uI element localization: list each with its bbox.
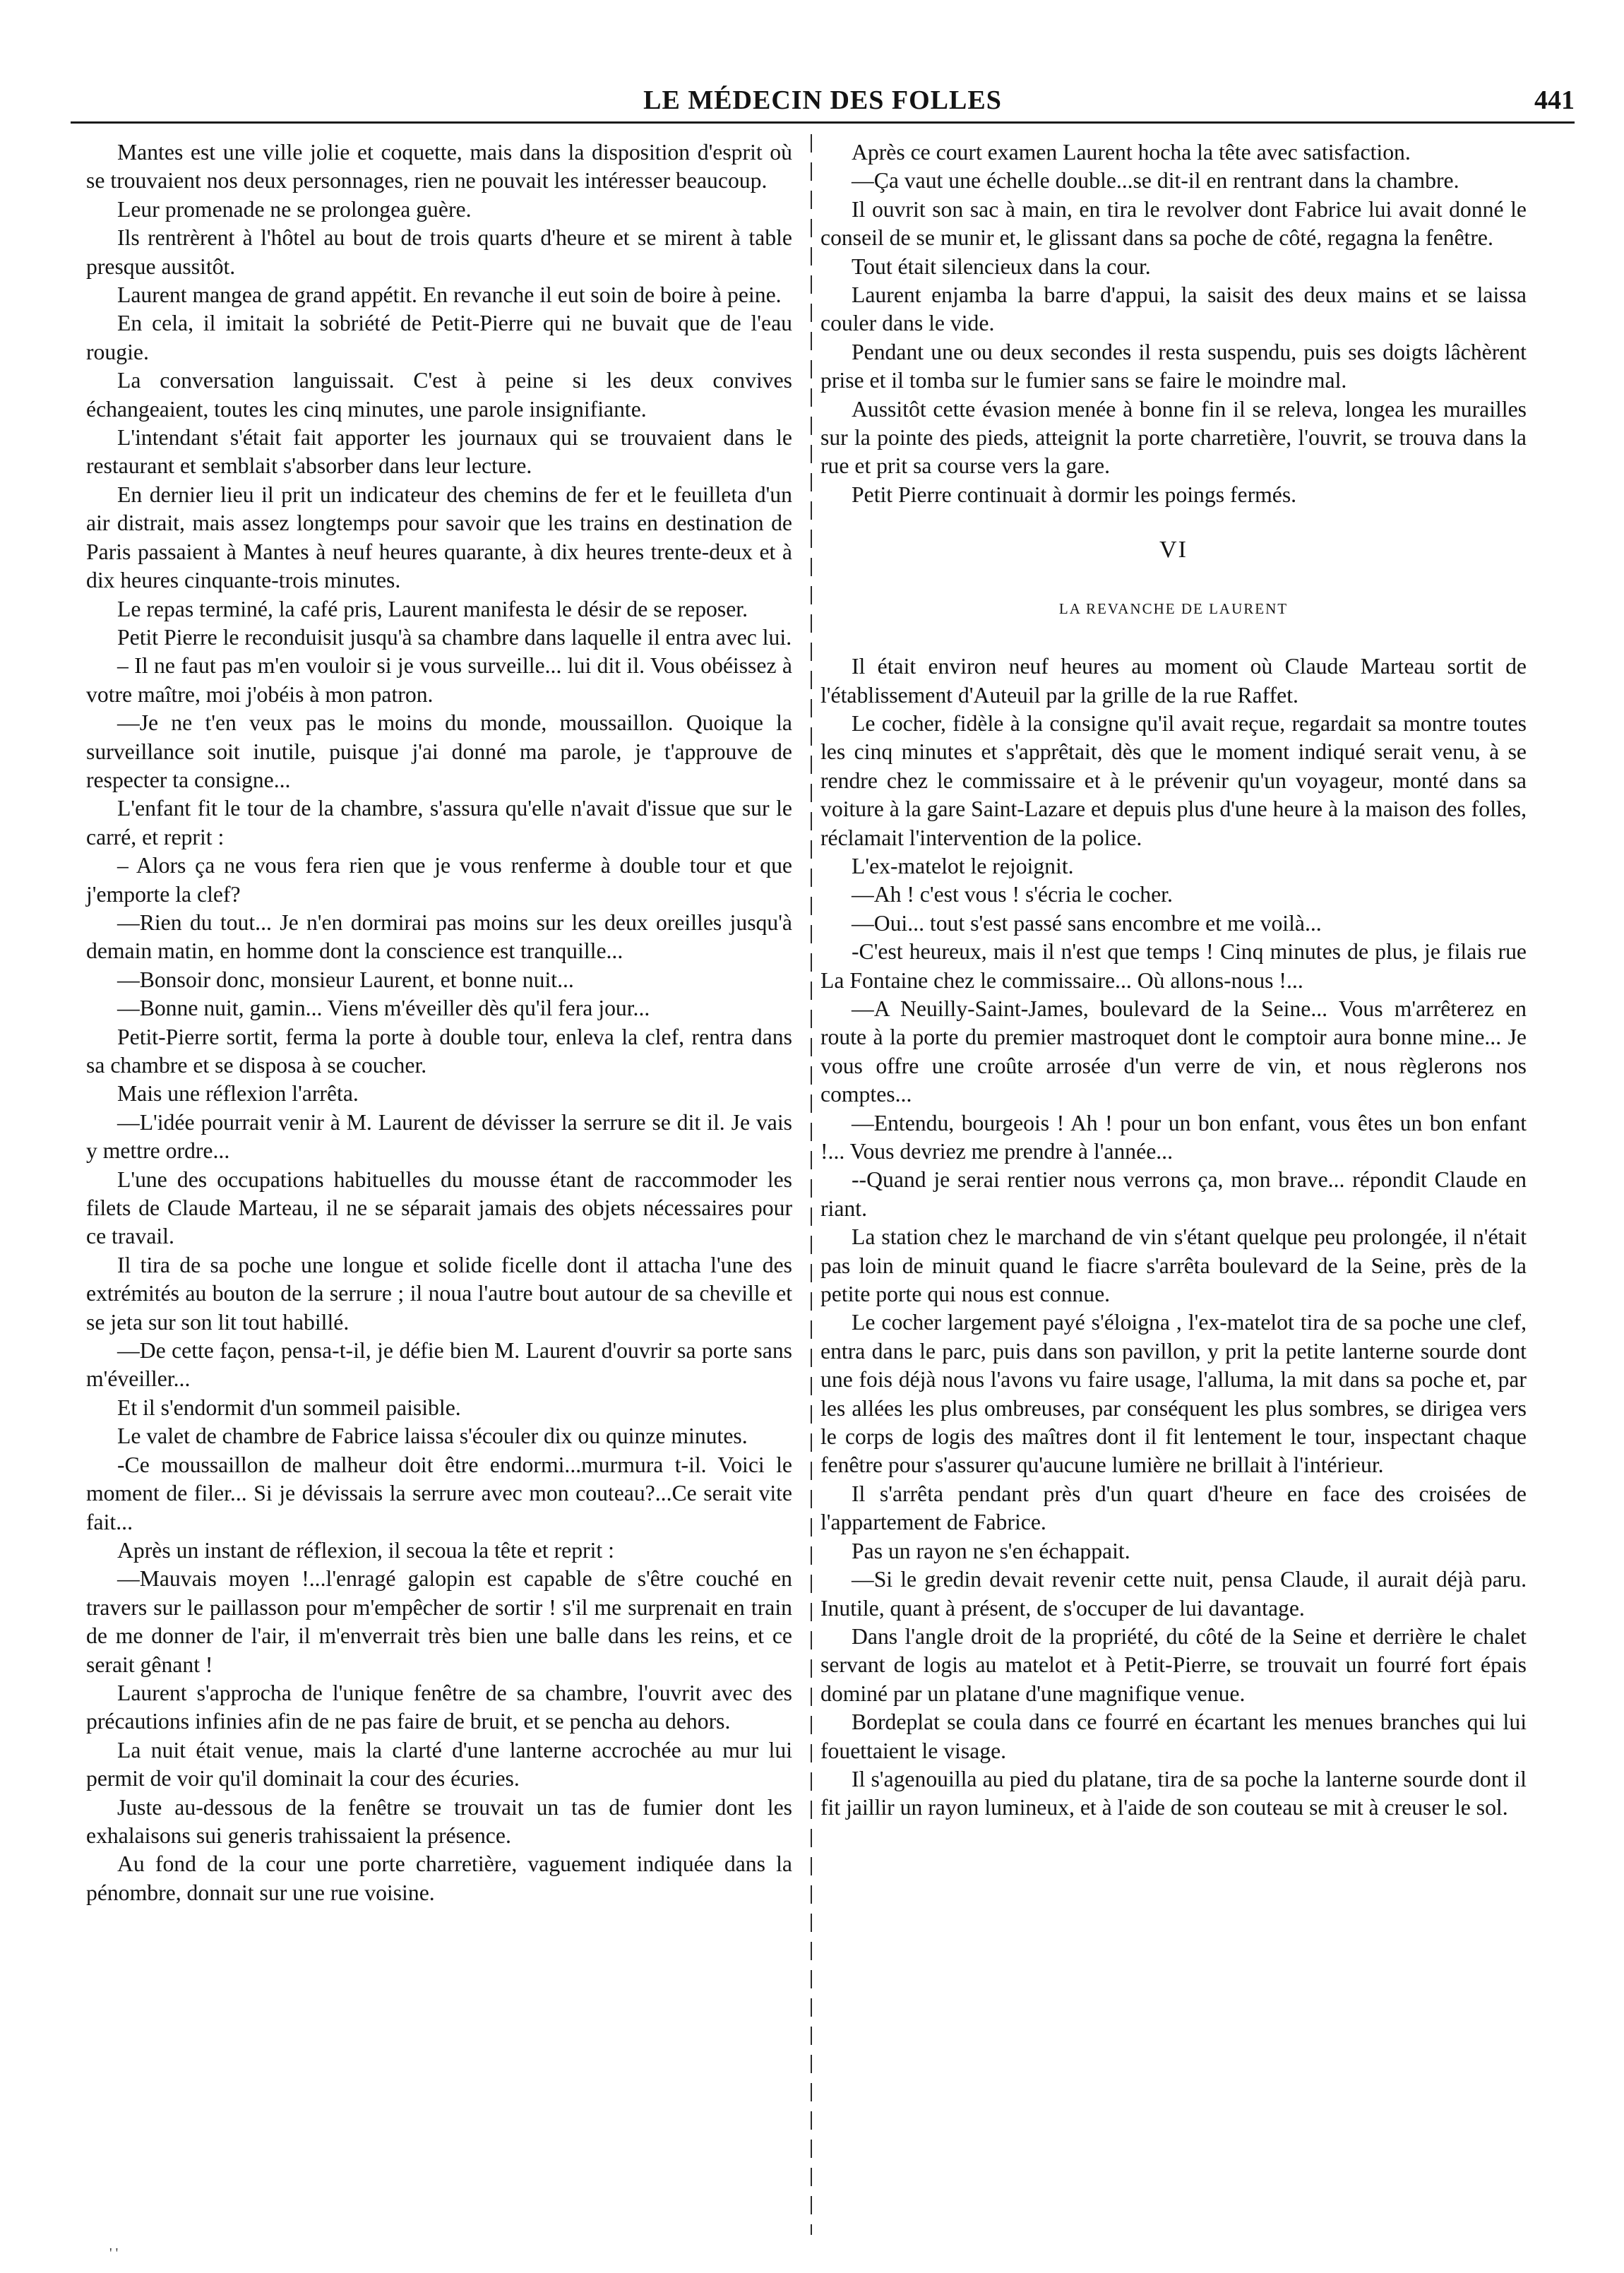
paragraph: En cela, il imitait la sobriété de Petit-Pierre qui ne buvait que de l'eau rougie. <box>86 311 792 364</box>
paragraph: —A Neuilly-Saint-James, boulevard de la Seine... Vous m'arrêterez en route à la porte du premier mastroquet dont le comptoir aura bonne mine... Je vous offre une croûte arrosée d'un verre de vin, et nous règlerons nos comptes... <box>820 996 1527 1107</box>
paragraph: L'enfant fit le tour de la chambre, s'assura qu'elle n'avait d'issue que sur le carré, et reprit : <box>86 796 792 849</box>
paragraph: Le cocher largement payé s'éloigna , l'ex-matelot tira de sa poche une clef, entra dans le parc, puis dans son pavillon, y prit la petite lanterne sourde dont une fois déjà nous l'avons vu faire usage, l'alluma, la mit dans sa poche et, par les allées les plus ombreuses, par conséquent les plus sombres, se dirigea vers le corps de logis des maîtres dont il fit lentement le tour, inspectant chaque fenêtre pour s'assurer qu'aucune lumière ne brillait à l'intérieur. <box>820 1310 1527 1478</box>
paragraph: Après un instant de réflexion, il secoua la tête et reprit : <box>117 1537 614 1563</box>
paragraph: Juste au-dessous de la fenêtre se trouvait un tas de fumier dont les exhalaisons sui generis trahissaient la présence. <box>86 1794 792 1848</box>
page-header <box>71 79 1575 124</box>
paragraph: Le repas terminé, la café pris, Laurent manifesta le désir de se reposer. <box>117 596 748 621</box>
paragraph: Petit Pierre le reconduisit jusqu'à sa chambre dans laquelle il entra avec lui. <box>117 624 792 650</box>
paragraph: Laurent enjamba la barre d'appui, la saisit des deux mains et se laissa couler dans le vide. <box>820 282 1527 336</box>
paragraph: --Quand je serai rentier nous verrons ça, mon brave... répondit Claude en riant. <box>820 1167 1527 1221</box>
paragraph: —Si le gredin devait revenir cette nuit, pensa Claude, il aurait déjà paru. Inutile, quant à présent, de s'occuper de lui davantage. <box>820 1567 1527 1621</box>
paragraph: Tout était silencieux dans la cour. <box>852 253 1151 279</box>
paragraph: Il ouvrit son sac à main, en tira le revolver dont Fabrice lui avait donné le conseil de se munir et, le glissant dans sa poche de côté, regagna la fenêtre. <box>820 196 1527 251</box>
paragraph: Laurent mangea de grand appétit. En revanche il eut soin de boire à peine. <box>117 282 782 308</box>
paragraph: Après ce court examen Laurent hocha la tête avec satisfaction. <box>852 140 1411 165</box>
paragraph: Il tira de sa poche une longue et solide ficelle dont il attacha l'une des extrémités au bouton de la serrure ; il noua l'autre bout autour de sa cheville et se jeta sur son lit tout habillé. <box>86 1252 792 1335</box>
paragraph: Dans l'angle droit de la propriété, du côté de la Seine et derrière le chalet servant de logis au matelot et à Petit-Pierre, se trouvait un fourré fort épais dominé par un platane d'une magnifique venue. <box>820 1623 1527 1706</box>
paragraph: Mantes est une ville jolie et coquette, mais dans la disposition d'esprit où se trouvaient nos deux personnages, rien ne pouvait les intéresser beaucoup. <box>86 140 792 193</box>
section-title: LA REVANCHE DE LAURENT <box>1058 599 1289 617</box>
paragraph: -Ce moussaillon de malheur doit être endormi...murmura t-il. Voici le moment de filer... Si je dévissais la serrure avec mon couteau?...Ce serait vite fait... <box>86 1452 792 1534</box>
paragraph: Il s'arrêta pendant près d'un quart d'heure en face des croisées de l'appartement de Fabrice. <box>820 1481 1527 1535</box>
paragraph: Ils rentrèrent à l'hôtel au bout de trois quarts d'heure et se mirent à table presque aussitôt. <box>86 225 792 279</box>
paragraph: La station chez le marchand de vin s'étant quelque peu prolongée, il n'était pas loin de minuit quand le fiacre s'arrêta boulevard de la Seine, près de la petite porte qui nous est connue. <box>820 1224 1527 1307</box>
paragraph: —De cette façon, pensa-t-il, je défie bien M. Laurent d'ouvrir sa porte sans m'éveiller... <box>86 1338 792 1392</box>
footer-mark: ' ' <box>109 2245 119 2261</box>
paragraph: -C'est heureux, mais il n'est que temps ! Cinq minutes de plus, je filais rue La Fontaine chez le commissaire... Où allons-nous !... <box>820 939 1527 993</box>
paragraph: —Bonsoir donc, monsieur Laurent, et bonne nuit... <box>117 967 574 992</box>
paragraph: Pas un rayon ne s'en échappait. <box>852 1538 1130 1563</box>
paragraph: —Je ne t'en veux pas le moins du monde, moussaillon. Quoique la surveillance soit inutile, puisque j'ai donné ma parole, je t'approuve de respecter ta consigne... <box>86 710 792 792</box>
paragraph: Petit Pierre continuait à dormir les poings fermés. <box>852 482 1297 507</box>
paragraph: —L'idée pourrait venir à M. Laurent de dévisser la serrure se dit il. Je vais y mettre ordre... <box>86 1109 792 1164</box>
paragraph: L'une des occupations habituelles du mousse étant de raccommoder les filets de Claude Marteau, il ne se séparait jamais des objets nécessaires pour ce travail. <box>86 1167 792 1249</box>
paragraph: —Rien du tout... Je n'en dormirai pas moins sur les deux oreilles jusqu'à demain matin, en homme dont la conscience est tranquille... <box>86 909 792 964</box>
paragraph: Il était environ neuf heures au moment où Claude Marteau sortit de l'établissement d'Auteuil par la grille de la rue Raffet. <box>820 654 1527 708</box>
paragraph: Mais une réflexion l'arrêta. <box>117 1081 359 1106</box>
paragraph: Leur promenade ne se prolongea guère. <box>117 196 472 222</box>
paragraph: Laurent s'approcha de l'unique fenêtre de sa chambre, l'ouvrit avec des précautions infinies afin de ne pas faire de bruit, et se pencha au dehors. <box>86 1680 792 1734</box>
paragraph: Pendant une ou deux secondes il resta suspendu, puis ses doigts lâchèrent prise et il tomba sur le fumier sans se faire le moindre mal. <box>820 339 1527 393</box>
section-number: VI <box>1159 537 1188 563</box>
paragraph: La nuit était venue, mais la clarté d'une lanterne accrochée au mur lui permit de voir qu'il dominait la cour des écuries. <box>86 1737 792 1791</box>
page-number: 441 <box>1534 85 1575 115</box>
paragraph: – Il ne faut pas m'en vouloir si je vous surveille... lui dit il. Vous obéissez à votre maître, moi j'obéis à mon patron. <box>86 653 792 707</box>
paragraph: Le valet de chambre de Fabrice laissa s'écouler dix ou quinze minutes. <box>117 1424 748 1449</box>
paragraph: L'intendant s'était fait apporter les journaux qui se trouvaient dans le restaurant et semblait s'absorber dans leur lecture. <box>86 425 792 479</box>
paragraph: Aussitôt cette évasion menée à bonne fin il se releva, longea les murailles sur la pointe des pieds, atteignit la porte charretière, l'ouvrit, se trouva dans la rue et prit sa course vers la gare. <box>820 396 1527 479</box>
column-rule <box>811 134 812 2235</box>
paragraph: —Bonne nuit, gamin... Viens m'éveiller dès qu'il fera jour... <box>117 996 650 1021</box>
paragraph: Bordeplat se coula dans ce fourré en écartant les menues branches qui lui fouettaient le visage. <box>820 1710 1527 1763</box>
paragraph: Petit-Pierre sortit, ferma la porte à double tour, enleva la clef, rentra dans sa chambre et se disposa à se coucher. <box>86 1024 792 1078</box>
paragraph: —Mauvais moyen !...l'enragé galopin est capable de s'être couché en travers sur le paillasson pour m'empêcher de sortir ! s'il me surprenait en train de me donner de l'air, il m'enverrait très bien une balle dans les reins, et ce serait gênant ! <box>86 1566 792 1677</box>
paragraph: Au fond de la cour une porte charretière, vaguement indiquée dans la pénombre, donnait sur une rue voisine. <box>86 1851 792 1905</box>
paragraph: —Entendu, bourgeois ! Ah ! pour un bon enfant, vous êtes un bon enfant !... Vous devriez me prendre à l'année... <box>820 1110 1527 1164</box>
paragraph: En dernier lieu il prit un indicateur des chemins de fer et le feuilleta d'un air distrait, mais assez longtemps pour savoir que les trains en destination de Paris passaient à Mantes à neuf heures quarante, à dix heures trente-deux et à dix heures cinquante-trois minutes. <box>86 482 792 593</box>
paragraph: La conversation languissait. C'est à peine si les deux convives échangeaient, toutes les cinq minutes, une parole insignifiante. <box>86 368 792 422</box>
paragraph: —Ah ! c'est vous ! s'écria le cocher. <box>852 882 1173 907</box>
running-title: LE MÉDECIN DES FOLLES <box>643 85 1002 115</box>
paragraph: —Ça vaut une échelle double...se dit-il en rentrant dans la chambre. <box>852 168 1459 193</box>
paragraph: —Oui... tout s'est passé sans encombre et me voilà... <box>852 910 1322 936</box>
right-column <box>820 138 1527 1822</box>
left-column <box>86 138 792 1907</box>
paragraph: – Alors ça ne vous fera rien que je vous renferme à double tour et que j'emporte la clef? <box>86 853 792 907</box>
paragraph: Il s'agenouilla au pied du platane, tira de sa poche la lanterne sourde dont il fit jaillir un rayon lumineux, et à l'aide de son couteau se mit à creuser le sol. <box>820 1766 1527 1820</box>
paragraph: L'ex-matelot le rejoignit. <box>852 853 1074 878</box>
paragraph: Le cocher, fidèle à la consigne qu'il avait reçue, regardait sa montre toutes les cinq minutes et s'apprêtait, dès que le moment indiqué serait venu, à se rendre chez le commissaire et à le prévenir qu'un voyageur, monté dans sa voiture à la gare Saint-Lazare et depuis plus d'une heure à la maison des folles, réclamait l'intervention de la police. <box>820 710 1527 850</box>
paragraph: Et il s'endormit d'un sommeil paisible. <box>117 1395 461 1420</box>
